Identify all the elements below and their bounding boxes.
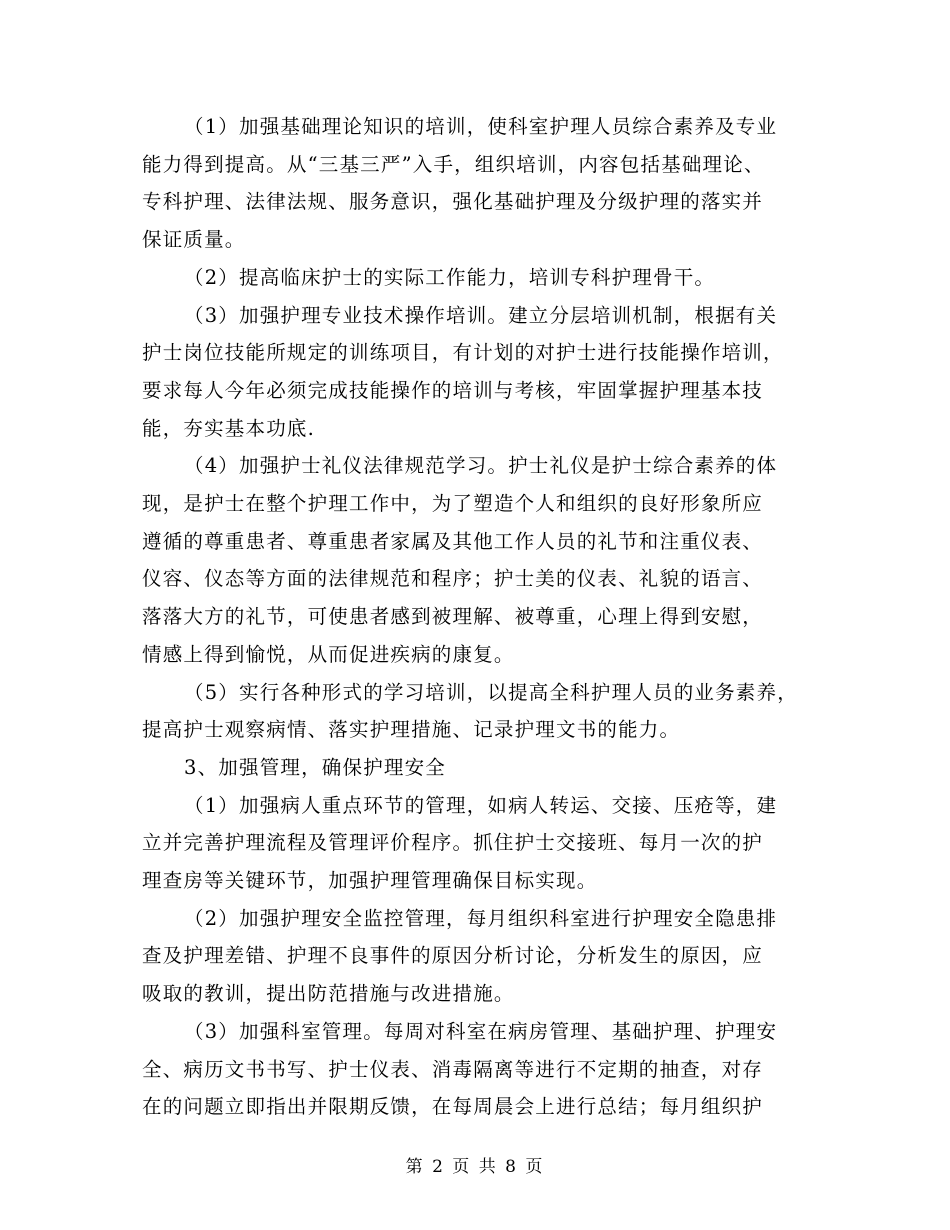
paragraph-safety-monitoring: （2）加强护理安全监控管理，每月组织科室进行护理安全隐患排 查及护理差错、护理不良事件的原因分析讨论，分析发生的原因，应 吸取的教训，提出防范措施与改进措施。: [142, 906, 778, 1006]
paragraph-clinical-ability: （2）提高临床护士的实际工作能力，培训专科护理骨干。: [184, 265, 716, 289]
paragraph-etiquette-law: （4）加强护士礼仪法律规范学习。护士礼仪是护士综合素养的体 现，是护士在整个护理工作中，为了塑造个人和组织的良好形象所应 遵循的尊重患者、尊重患者家属及其他工作人员的礼节和注重仪表、 仪容、仪态等方面的法律规范和程序；护士美的仪表、礼貌的语言、 落落大方的礼节，可使患者感到被理解、被尊重，心理上得到安慰， 情感上得到愉悦，从而促进疾病的康复。: [142, 454, 778, 666]
paragraph-key-links: （1）加强病人重点环节的管理，如病人转运、交接、压疮等，建 立并完善护理流程及管理评价程序。抓住护士交接班、每月一次的护 理查房等关键环节，加强护理管理确保目标实现。: [142, 793, 778, 893]
paragraph-training-basic-theory: （1）加强基础理论知识的培训，使科室护理人员综合素养及专业 能力得到提高。从“三基三严”入手，组织培训，内容包括基础理论、 专科护理、法律法规、服务意识，强化基础护理及分级护理的落实并 保证质量。: [142, 115, 778, 252]
section-heading-management-safety: 3、加强管理，确保护理安全: [184, 755, 447, 779]
paragraph-skill-training: （3）加强护理专业技术操作培训。建立分层培训机制，根据有关 护士岗位技能所规定的训练项目，有计划的对护士进行技能操作培训， 要求每人今年必须完成技能操作的培训与考核，牢固掌握护理基本技 能，夯实基本功底.: [142, 303, 784, 440]
document-body: [142, 108, 822, 1126]
paragraph-department-management: （3）加强科室管理。每周对科室在病房管理、基础护理、护理安 全、病历文书书写、护士仪表、消毒隔离等进行不定期的抽查，对存 在的问题立即指出并限期反馈，在每周晨会上进行总结；每月组织护: [142, 1019, 778, 1119]
page-footer: 第 2 页 共 8 页: [405, 1157, 545, 1177]
paragraph-learning-forms: （5）实行各种形式的学习培训，以提高全科护理人员的业务素养， 提高护士观察病情、落实护理措施、记录护理文书的能力。: [142, 680, 798, 742]
